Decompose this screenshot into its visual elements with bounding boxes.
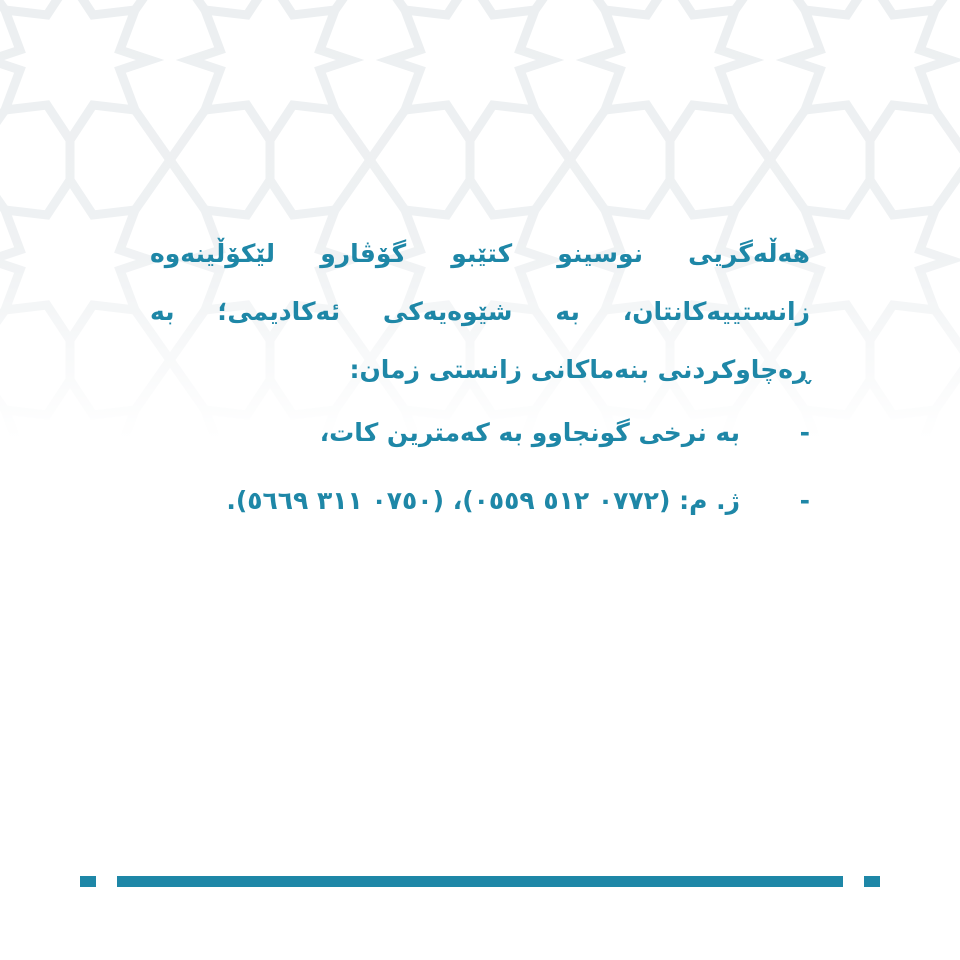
bullet-text: بە نرخی گونجاوو بە کەمترین کات، xyxy=(319,418,740,447)
bullet-item-price xyxy=(150,413,810,453)
intro-paragraph: هەڵەگریی نوسینو کتێبو گۆڤارو لێکۆڵینەوە زانستییەکانتان، بە شێوەیەکی ئەکادیمی؛ بە ڕەچاوکردنی بنەماکانی زانستی زمان: xyxy=(150,239,810,384)
bottom-bar-right-square xyxy=(864,876,880,887)
phone-numbers: ژ. م: (٠٧٧٢ ٥١٢ ٠٥٥٩)، (٠٧٥٠ ٣١١ ٥٦٦٩). xyxy=(226,486,740,515)
bullet-dash: - xyxy=(799,418,810,447)
bullet-dash: - xyxy=(799,486,810,515)
bullet-item-phone xyxy=(150,481,810,521)
text-block xyxy=(150,225,810,521)
bottom-bar-left-square xyxy=(80,876,96,887)
bottom-bar-line xyxy=(117,876,843,887)
